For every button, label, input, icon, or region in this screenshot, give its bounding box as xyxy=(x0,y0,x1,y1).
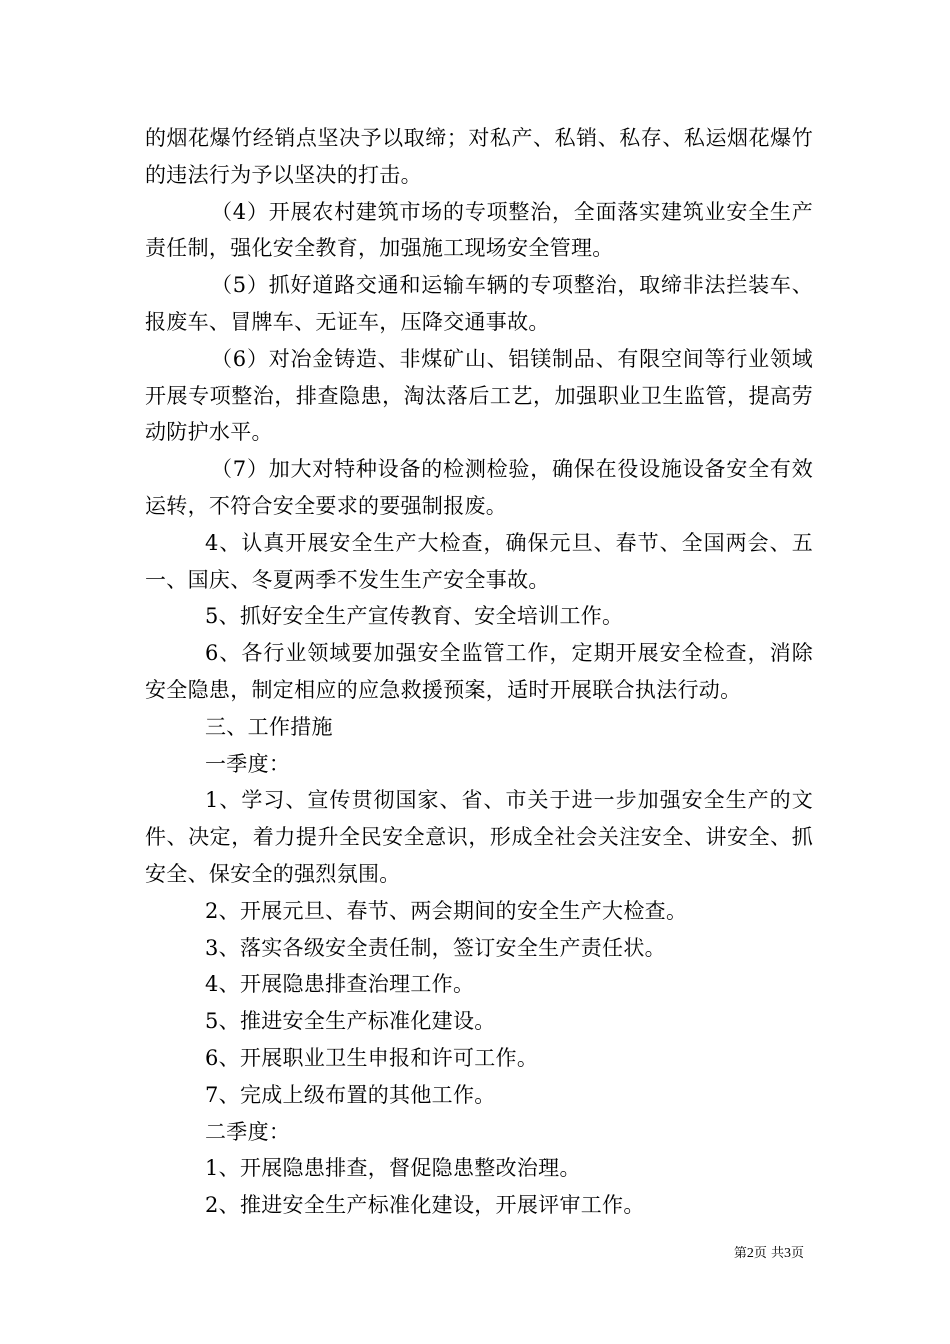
footer-prefix: 第 xyxy=(733,1246,747,1261)
q1-item-1: 1、学习、宣传贯彻国家、省、市关于进一步加强安全生产的文件、决定，着力提升全民安全意识，形成全社会关注安全、讲安全、抓安全、保安全的强烈氛围。 xyxy=(145,788,813,886)
subheading-q2: 二季度： xyxy=(205,1119,291,1144)
paragraph-4: （6）对冶金铸造、非煤矿山、铝镁制品、有限空间等行业领域开展专项整治，排查隐患，淘汰落后工艺，加强职业卫生监管，提高劳动防护水平。 xyxy=(145,346,813,445)
paragraph-7: 5、抓好安全生产宣传教育、安全培训工作。 xyxy=(205,604,624,629)
q1-item-3: 3、落实各级安全责任制，签订安全生产责任状。 xyxy=(205,935,666,960)
footer-total-pages: 3 xyxy=(783,1246,791,1261)
paragraph-5: （7）加大对特种设备的检测检验，确保在役设施设备安全有效运转，不符合安全要求的要强制报废。 xyxy=(145,457,813,518)
footer-current-page: 2 xyxy=(746,1246,754,1261)
q1-item-7: 7、完成上级布置的其他工作。 xyxy=(205,1082,496,1107)
paragraph-3: （5）抓好道路交通和运输车辆的专项整治，取缔非法拦装车、报废车、冒牌车、无证车，压降交通事故。 xyxy=(145,273,813,334)
q2-item-1: 1、开展隐患排查，督促隐患整改治理。 xyxy=(205,1156,581,1181)
page-number-footer xyxy=(734,1245,804,1263)
footer-middle: 页 共 xyxy=(753,1246,784,1261)
paragraph-6: 4、认真开展安全生产大检查，确保元旦、春节、全国两会、五一、国庆、冬夏两季不发生生产安全事故。 xyxy=(145,530,813,592)
footer-suffix: 页 xyxy=(790,1246,804,1261)
q1-item-5: 5、推进安全生产标准化建设。 xyxy=(205,1009,496,1034)
paragraph-8: 6、各行业领域要加强安全监管工作，定期开展安全检查，消除安全隐患，制定相应的应急救援预案，适时开展联合执法行动。 xyxy=(145,641,813,702)
section-heading-measures: 三、工作措施 xyxy=(205,714,333,739)
q2-item-2: 2、推进安全生产标准化建设，开展评审工作。 xyxy=(205,1193,645,1218)
subheading-q1: 一季度： xyxy=(205,751,291,776)
document-body xyxy=(145,120,813,1224)
q1-item-6: 6、开展职业卫生申报和许可工作。 xyxy=(205,1045,539,1070)
paragraph-1: 的烟花爆竹经销点坚决予以取缔；对私产、私销、私存、私运烟花爆竹的违法行为予以坚决的打击。 xyxy=(145,126,813,187)
paragraph-2: （4）开展农村建筑市场的专项整治，全面落实建筑业安全生产责任制，强化安全教育，加强施工现场安全管理。 xyxy=(145,199,813,261)
q1-item-2: 2、开展元旦、春节、两会期间的安全生产大检查。 xyxy=(205,898,688,923)
q1-item-4: 4、开展隐患排查治理工作。 xyxy=(205,972,475,997)
